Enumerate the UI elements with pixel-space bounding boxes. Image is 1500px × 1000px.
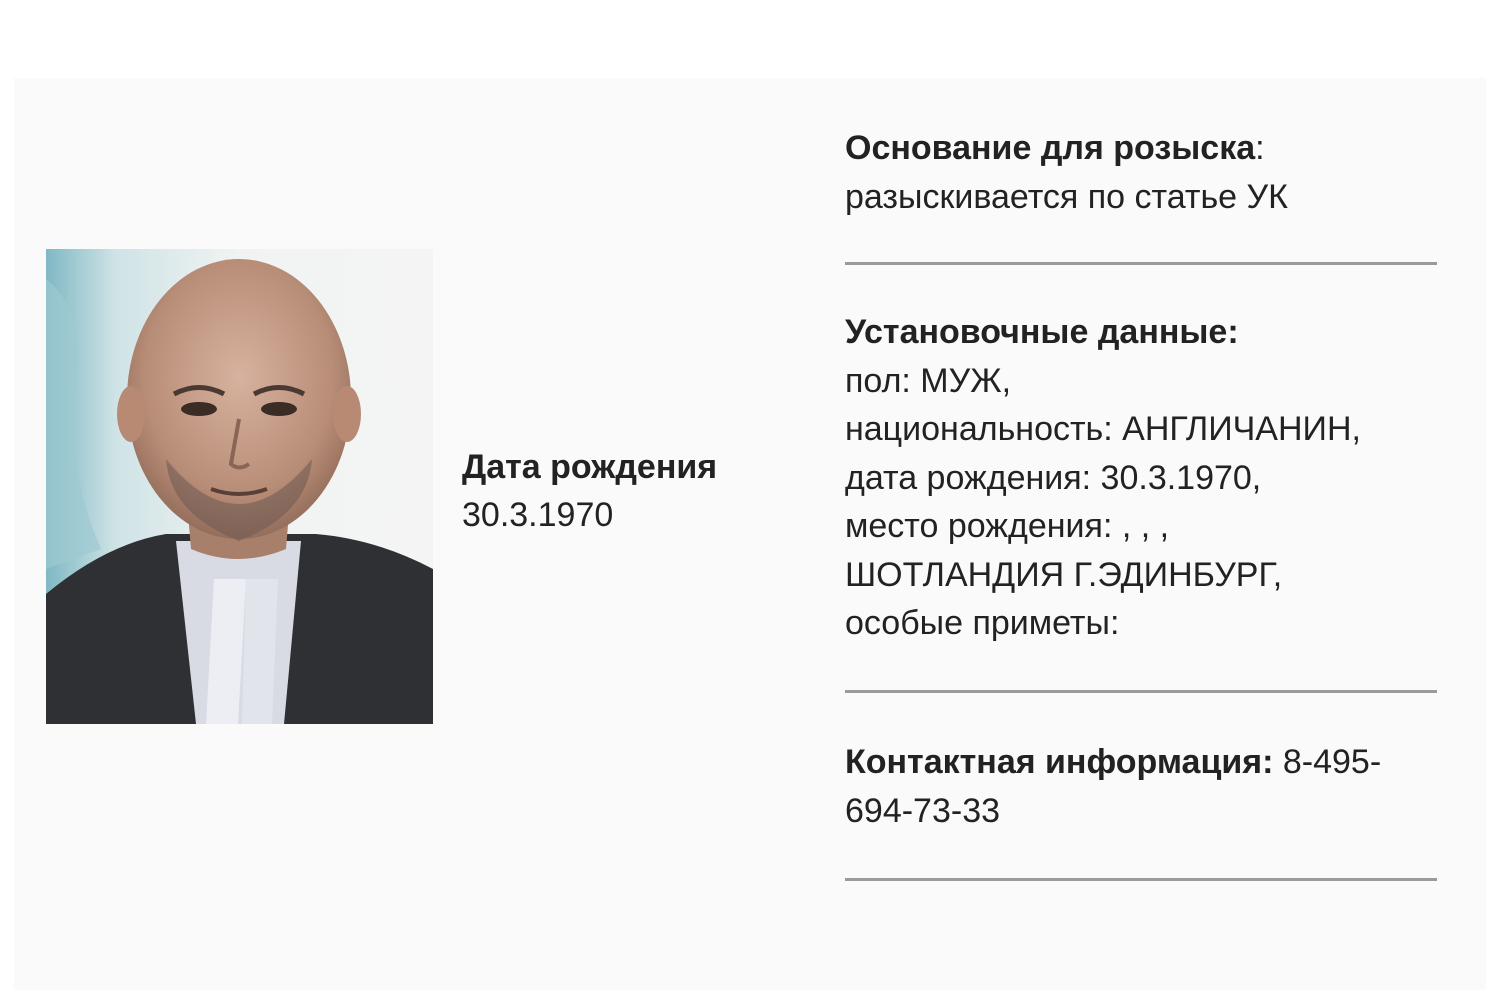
birth-date-value: 30.3.1970 (462, 496, 614, 534)
divider (845, 690, 1437, 693)
details-special-marks: особые приметы: (845, 604, 1120, 642)
contact-phone-part2: 694-73-33 (845, 791, 1001, 830)
basis-value: разыскивается по статье УК (845, 177, 1288, 216)
birth-date-label: Дата рождения (462, 448, 718, 486)
divider (845, 262, 1437, 265)
details-nationality: национальность: АНГЛИЧАНИН, (845, 410, 1361, 448)
contact-label: Контактная информация: (845, 743, 1274, 781)
birth-date-block (462, 444, 792, 540)
details-city: ШОТЛАНДИЯ Г.ЭДИНБУРГ, (845, 555, 1283, 594)
portrait-photo (46, 249, 433, 724)
basis-colon: : (1255, 129, 1265, 167)
contact-section (845, 738, 1445, 835)
details-section (845, 308, 1445, 648)
contact-phone-part1: 8-495- (1273, 743, 1382, 781)
divider (845, 878, 1437, 881)
details-label: Установочные данные: (845, 313, 1239, 351)
details-gender: пол: МУЖ, (845, 361, 1012, 400)
details-birth-date: дата рождения: 30.3.1970, (845, 458, 1262, 497)
portrait-image (46, 249, 433, 724)
basis-label: Основание для розыска (845, 129, 1256, 167)
basis-section (845, 124, 1445, 221)
details-birth-place: место рождения: , , , (845, 507, 1170, 545)
